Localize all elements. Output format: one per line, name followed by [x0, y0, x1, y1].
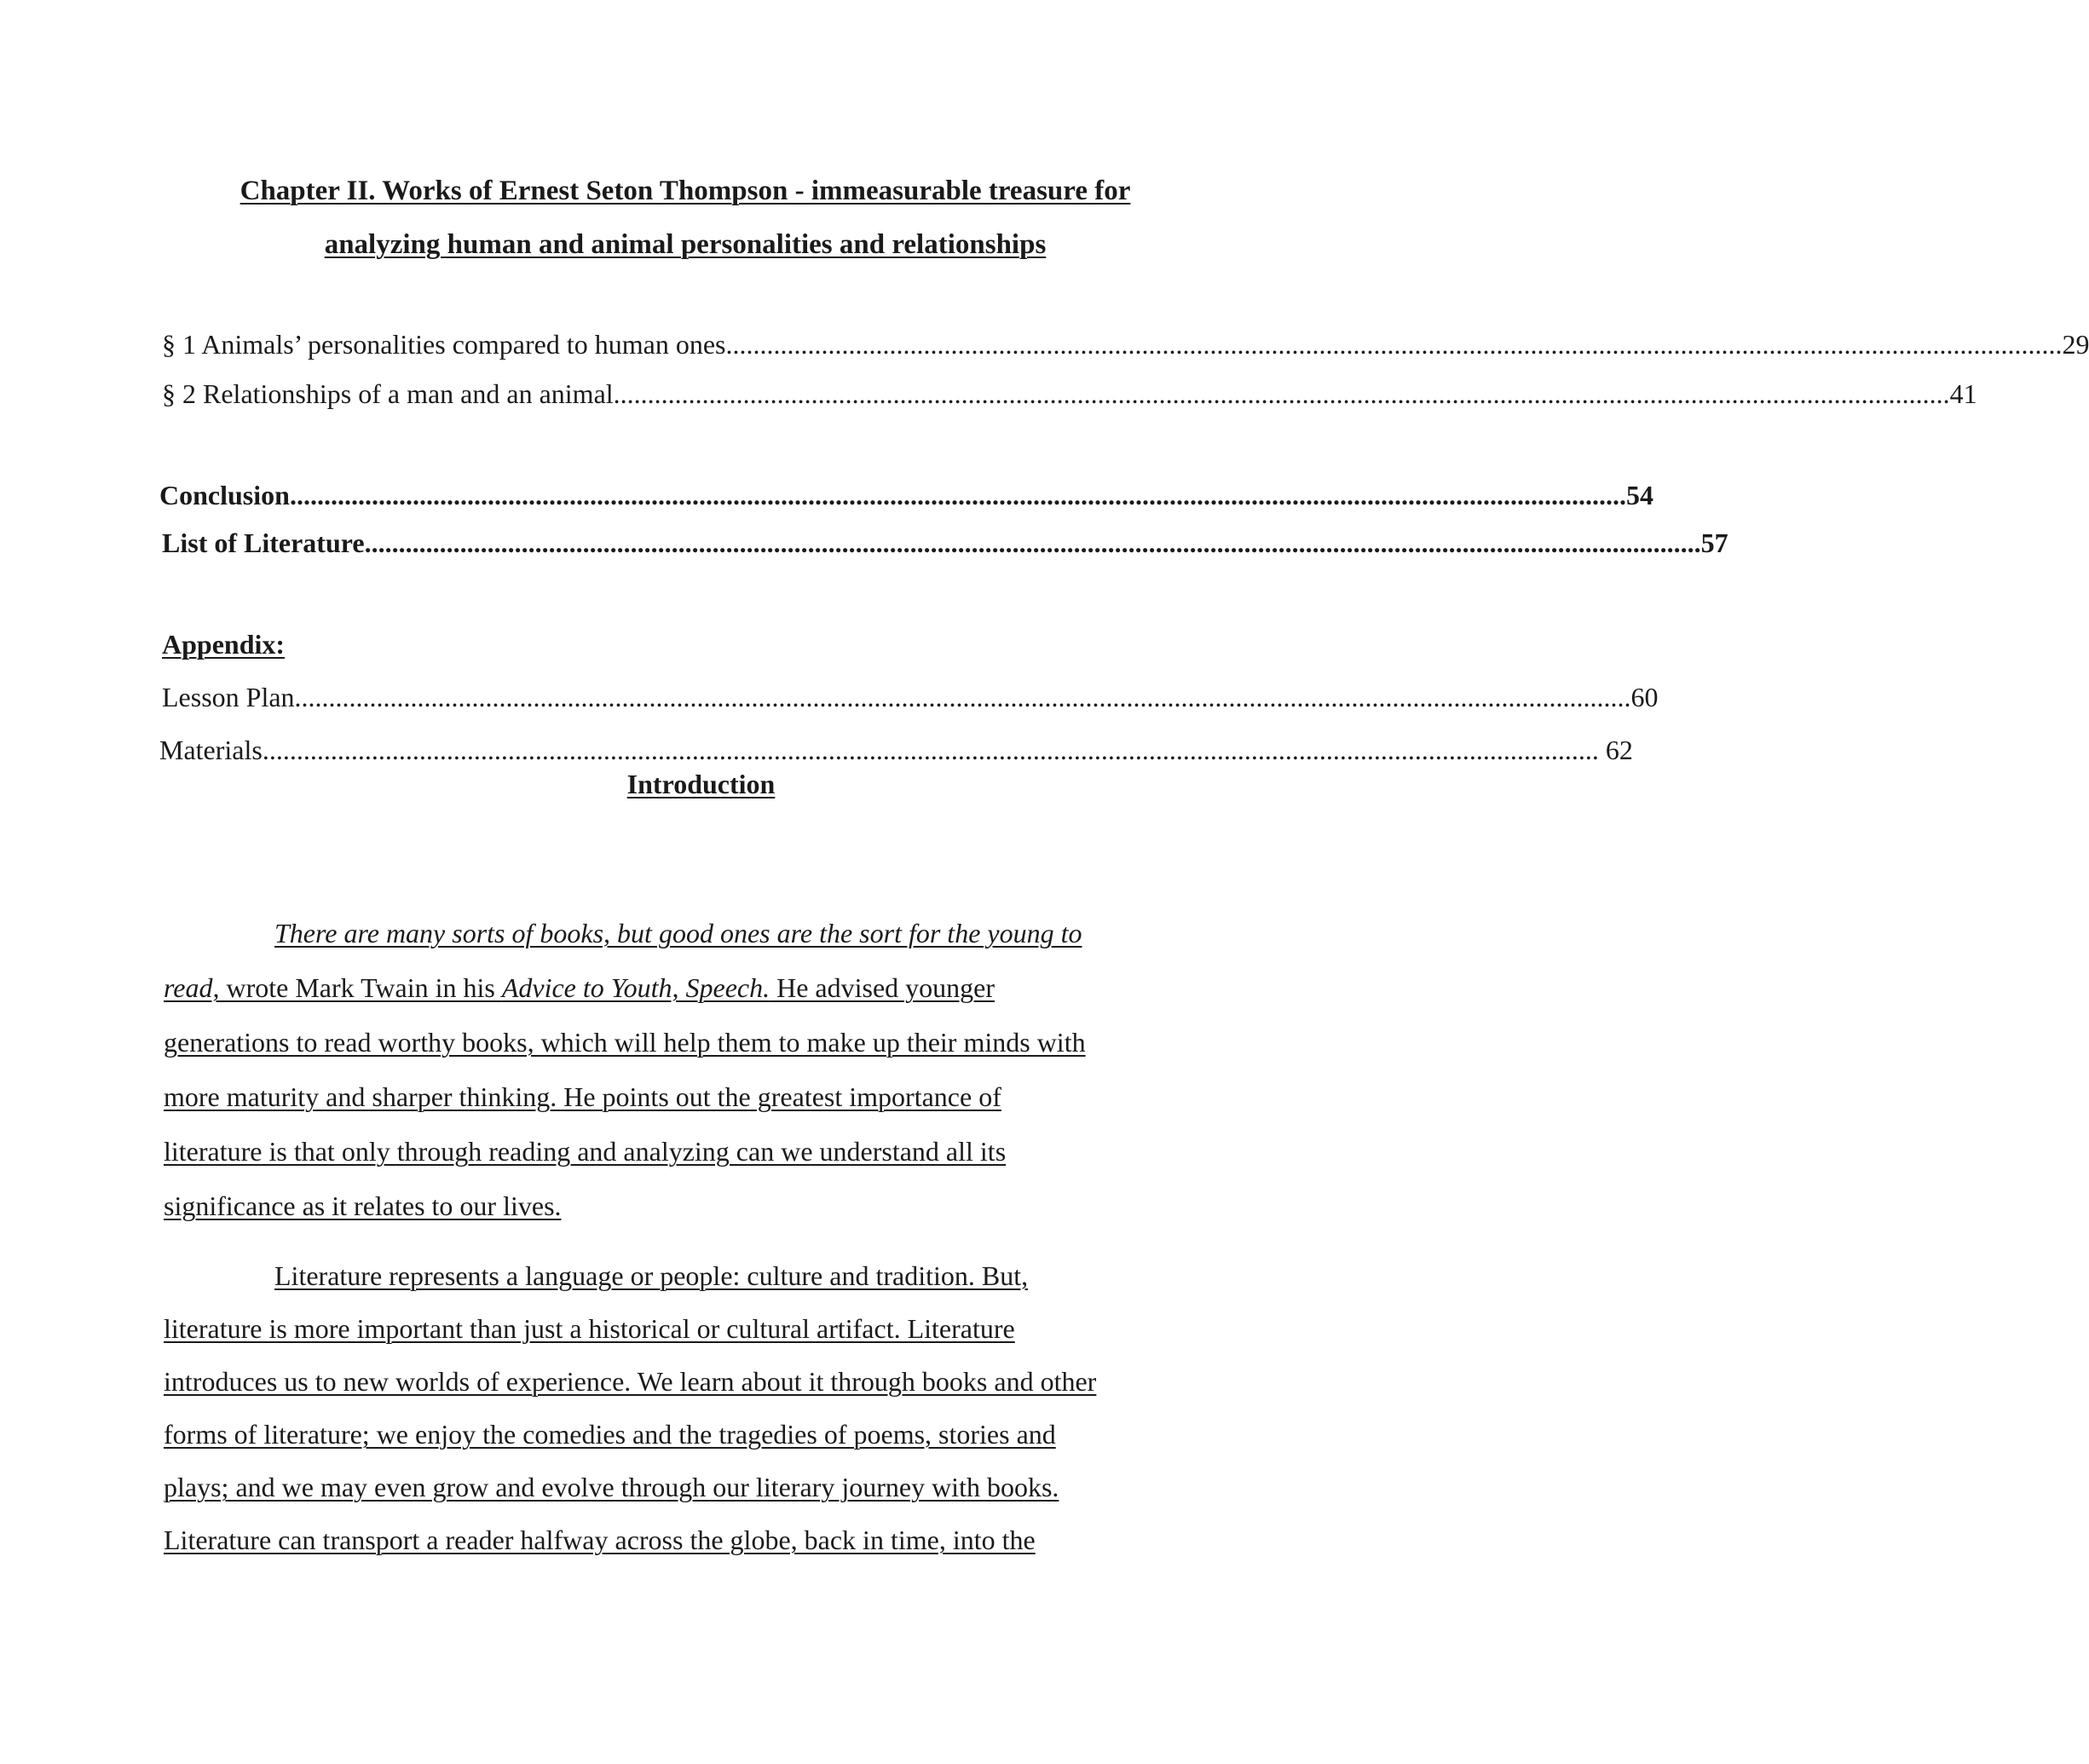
paragraph-text: wrote Mark Twain in his	[219, 972, 502, 1003]
paragraph-text: Literature represents a language or people: culture and tradition. But,	[274, 1260, 1029, 1291]
chapter-title	[164, 164, 1207, 272]
paragraph-line: introduces us to new worlds of experience. We learn about it through books and other	[164, 1366, 1097, 1397]
appendix-heading	[162, 625, 285, 663]
paragraph-line	[164, 906, 1082, 960]
toc-entry-lesson-plan[interactable]	[162, 678, 1659, 716]
toc-leader-dots: ....................................................................................................................................................................................................	[725, 329, 2063, 360]
toc-page-number: 29	[2062, 329, 2089, 360]
paragraph-line	[164, 960, 995, 1015]
chapter-title-line-1: Chapter II. Works of Ernest Seton Thompson - immeasurable treasure for	[239, 176, 1131, 206]
toc-leader-dots: ....................................................................................................................................................................................................	[613, 378, 1950, 409]
toc-entry-label: § 1 Animals’ personalities compared to human ones	[162, 329, 726, 360]
twain-quote-end: read,	[164, 972, 220, 1003]
toc-entry-label: List of Literature	[162, 527, 365, 558]
toc-leader-dots: ....................................................................................................................................................................................................	[262, 735, 1599, 765]
toc-entry-section-2[interactable]	[162, 375, 1977, 412]
intro-paragraph-1	[164, 906, 1178, 1233]
toc-page-number: 62	[1598, 735, 1633, 765]
paragraph-line: literature is more important than just a historical or cultural artifact. Literature	[164, 1313, 1015, 1344]
twain-quote: There are many sorts of books, but good ones are the sort for the young to	[274, 918, 1082, 948]
introduction-heading-text: Introduction	[626, 769, 776, 799]
paragraph-line: forms of literature; we enjoy the comedies and the tragedies of poems, stories and	[164, 1419, 1056, 1450]
toc-entry-label: § 2 Relationships of a man and an animal	[162, 378, 614, 409]
work-title: Advice to Youth, Speech.	[501, 972, 770, 1003]
toc-leader-dots: ....................................................................................................................................................................................................	[294, 682, 1631, 712]
paragraph-line: more maturity and sharper thinking. He points out the greatest importance of	[164, 1081, 1001, 1112]
chapter-title-line-2: analyzing human and animal personalities and relationships	[324, 229, 1047, 260]
appendix-heading-text: Appendix:	[162, 629, 286, 660]
paragraph-line: literature is that only through reading and analyzing can we understand all its	[164, 1136, 1007, 1167]
paragraph-line	[164, 1248, 1028, 1303]
toc-entry-conclusion[interactable]	[159, 476, 1653, 514]
toc-entry-list-of-literature[interactable]	[162, 524, 1728, 562]
toc-entry-section-1[interactable]	[162, 326, 2089, 363]
toc-entry-materials[interactable]	[159, 731, 1633, 769]
toc-entry-label: Conclusion	[159, 480, 290, 510]
toc-entry-label: Materials	[159, 735, 263, 765]
paragraph-line: plays; and we may even grow and evolve through our literary journey with books.	[164, 1472, 1059, 1502]
toc-leader-dots: ....................................................................................................................................................................................................	[289, 480, 1626, 510]
paragraph-text: He advised younger	[770, 972, 995, 1003]
intro-paragraph-2	[164, 1248, 1178, 1576]
introduction-heading	[0, 765, 1402, 803]
toc-page-number: 60	[1630, 682, 1659, 712]
toc-page-number: 54	[1625, 480, 1653, 510]
toc-entry-label: Lesson Plan	[162, 682, 295, 712]
paragraph-line: Literature can transport a reader halfway across the globe, back in time, into the	[164, 1525, 1036, 1555]
toc-leader-dots: ....................................................................................................................................................................................................	[364, 527, 1701, 558]
toc-page-number: 41	[1949, 378, 1977, 409]
toc-page-number: 57	[1700, 527, 1728, 558]
paragraph-line: generations to read worthy books, which will help them to make up their minds with	[164, 1027, 1086, 1058]
paragraph-line: significance as it relates to our lives.	[164, 1190, 562, 1221]
